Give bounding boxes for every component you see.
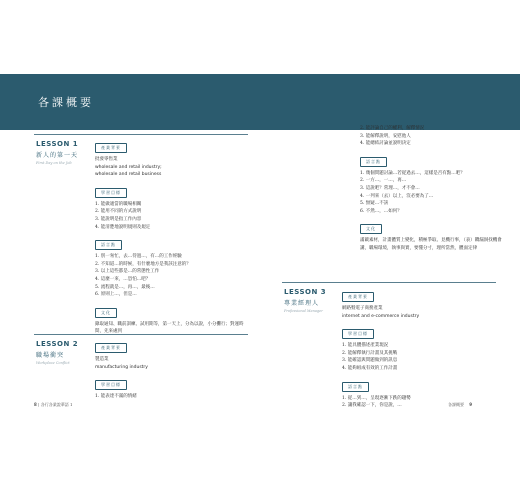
industry-line: wholesale and retail industry; [95, 164, 162, 170]
industry-line: internet and e-commerce industry [342, 313, 420, 319]
industry-tag: 產業背景 [95, 143, 127, 153]
footer-left [34, 402, 73, 408]
grammar-item: 6. 不然…，…如何？ [360, 208, 402, 214]
grammar-item: 3. 以上這些都是…的常態性工作 [95, 269, 160, 275]
goal-item: 1. 能做適當的職場相關 [95, 201, 142, 207]
lesson-1-content [95, 134, 245, 336]
header-banner [0, 74, 520, 130]
goal-item: 3. 能說明是指工作內容 [95, 216, 142, 222]
culture-text: 錄取通知、職前訓練、試用期等，第一天上，分為以說，小分攤行；對運時間，先來處到 [95, 321, 244, 335]
grammar-item: 2. 不知道…的時候，有什麼地方是我該注意的？ [95, 261, 191, 267]
lesson-2-content [95, 334, 245, 401]
goal-item: 1. 能表達不滿的情緒 [95, 394, 137, 400]
lesson-subtitle: First Day on the Job [36, 161, 72, 165]
goal-item: 2. 能評論自己的權利，解釋情況 [360, 126, 425, 131]
lesson-subtitle: Workplace Conflict [36, 361, 70, 365]
grammar-item: 4. 一列來（去）以上，沒必要為了… [360, 193, 434, 199]
goal-item: 4. 能清楚地說明規則及規定 [95, 224, 151, 230]
grammar-item: 1. 從…到…，呈現逐漸下跌的趨勢 [342, 395, 411, 401]
lesson-number: LESSON 3 [284, 288, 327, 296]
goal-item: 3. 能確認與問題做到的訊息 [342, 358, 398, 364]
footer-book-title: 各行各業說華語 1 [40, 402, 73, 407]
industry-line: 製造業 [95, 357, 109, 362]
grammar-item: 3. 這說吧？常理…，才不會… [360, 185, 420, 191]
grammar-tag: 語言點 [95, 240, 122, 250]
page-number: 9 [469, 402, 473, 407]
grammar-item: 2. 讓我確認一下，你是說，… [342, 403, 402, 409]
grammar-item: 1. 別一匆忙，去…待過…，有…的工作經驗 [95, 254, 182, 260]
lesson-subtitle: Professional Manager [284, 309, 323, 313]
grammar-item: 2. 一方…，一…，再… [360, 178, 407, 184]
industry-line: manufacturing industry [95, 364, 148, 370]
lesson-2-continued [360, 125, 510, 253]
goal-item: 4. 能夠組成有效的工作計畫 [342, 365, 398, 371]
culture-tag: 文化 [360, 224, 382, 234]
industry-line: 批發零售業 [95, 157, 118, 162]
industry-tag: 產業背景 [95, 343, 127, 353]
goal-item: 3. 能解釋說明，安慰他人 [360, 133, 411, 139]
grammar-item: 5. 流程就是…，再…，最後… [95, 284, 155, 290]
lesson-3-content [342, 283, 502, 410]
grammar-item: 4. 這麼一來，…恐怕…吧？ [95, 276, 151, 282]
grammar-item: 6. 原則上…，但是… [95, 292, 137, 298]
grammar-tag: 語言點 [360, 157, 387, 167]
culture-text: 滿載素材，計畫體質上變化，積極爭取、見機行事，（表）鑽漏洞找機會講，職場環境，執事與實，要懂分寸，理所當然，體面定律 [360, 238, 502, 251]
footer-right [448, 402, 472, 408]
grammar-item: 1. 幾個問題討論…若從過去…，這樣是否有點…吧？ [360, 170, 465, 176]
lesson-title: 專業經理人 [284, 300, 320, 307]
goals-tag: 學習目標 [95, 188, 127, 198]
grammar-item: 5. 無疑…不該 [360, 201, 389, 207]
lesson-number: LESSON 1 [36, 140, 79, 148]
industry-line: wholesale and retail business [95, 172, 162, 178]
lesson-3-heading [284, 288, 326, 313]
industry-line: 網路暨電子商務產業 [342, 306, 383, 311]
goal-item: 4. 能總結討論並說明決定 [360, 141, 411, 147]
goals-tag: 學習目標 [342, 329, 374, 339]
page-title: 各課概要 [38, 96, 94, 109]
grammar-tag: 語言點 [342, 382, 369, 392]
goal-item: 2. 能用不同的方式說明 [95, 209, 142, 215]
page-number: 8 [34, 402, 37, 407]
goal-item: 2. 能解釋執行計畫及其挑戰 [342, 350, 398, 356]
lesson-title: 新人的第一天 [36, 152, 79, 159]
culture-tag: 文化 [95, 308, 117, 318]
lesson-title: 職場衝突 [36, 352, 65, 359]
lesson-1-heading [36, 140, 78, 165]
industry-tag: 產業背景 [342, 292, 374, 302]
footer-section-title: 各課概要 [448, 402, 464, 407]
lesson-number: LESSON 2 [36, 340, 79, 348]
footer-divider: | [38, 402, 41, 407]
lesson-2-heading [36, 340, 78, 365]
goal-item: 1. 能具體描述產業現況 [342, 343, 389, 349]
goals-tag: 學習目標 [95, 380, 127, 390]
